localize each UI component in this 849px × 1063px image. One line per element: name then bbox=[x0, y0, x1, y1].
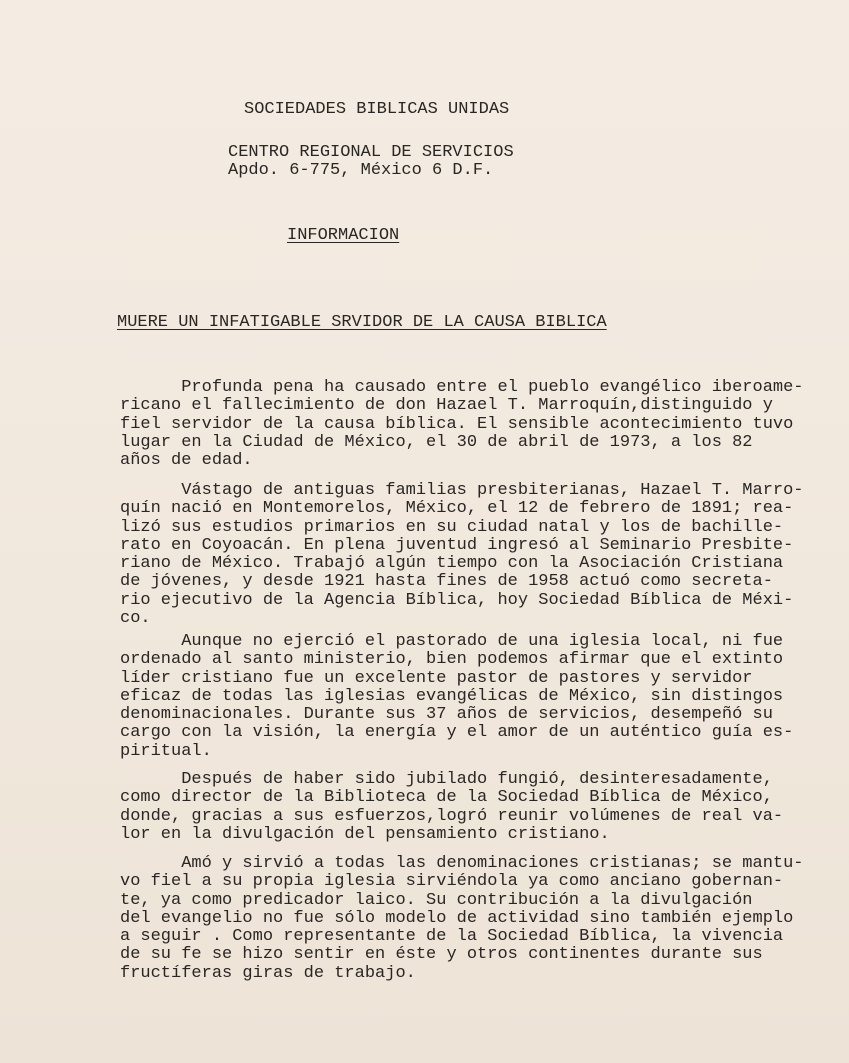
organization-name: SOCIEDADES BIBLICAS UNIDAS bbox=[244, 100, 510, 119]
section-label: INFORMACION bbox=[287, 226, 400, 245]
paragraph-line: Profunda pena ha causado entre el pueblo evangélico iberoame- bbox=[120, 378, 804, 397]
paragraph-line: de jóvenes, y desde 1921 hasta fines de 1958 actuó como secreta- bbox=[120, 572, 773, 592]
paragraph-line: Aunque no ejerció el pastorado de una iglesia local, ni fue bbox=[120, 632, 784, 651]
paragraph-line: rato en Coyoacán. En plena juventud ingresó al Seminario Presbite- bbox=[120, 535, 794, 555]
paragraph-line: del evangelio no fue sólo modelo de actividad sino también ejemplo bbox=[120, 908, 794, 928]
paragraph-line: ricano el fallecimiento de don Hazael T. Marroquín,distinguido y bbox=[120, 396, 773, 416]
paragraph-4 bbox=[120, 770, 784, 844]
paragraph-line: denominacionales. Durante sus 37 años de servicios, desempeñó su bbox=[120, 705, 773, 725]
paragraph-line: años de edad. bbox=[120, 451, 253, 471]
paragraph-line: co. bbox=[120, 609, 151, 629]
paragraph-line: Amó y sirvió a todas las denominaciones cristianas; se mantu- bbox=[120, 854, 804, 873]
article-headline: MUERE UN INFATIGABLE SRVIDOR DE LA CAUSA BIBLICA bbox=[117, 313, 607, 332]
paragraph-line: Vástago de antiguas familias presbiterianas, Hazael T. Marro- bbox=[120, 481, 804, 500]
paragraph-line: lor en la divulgación del pensamiento cristiano. bbox=[120, 824, 610, 844]
paragraph-line: riano de México. Trabajó algún tiempo con la Asociación Cristiana bbox=[120, 554, 784, 574]
paragraph-5 bbox=[120, 854, 804, 983]
paragraph-line: de su fe se hizo sentir en éste y otros continentes durante sus bbox=[120, 945, 763, 965]
paragraph-line: fructíferas giras de trabajo. bbox=[120, 963, 416, 983]
paragraph-line: vo fiel a su propia iglesia sirviéndola ya como anciano gobernan- bbox=[120, 872, 784, 892]
regional-center: CENTRO REGIONAL DE SERVICIOS bbox=[228, 143, 514, 162]
paragraph-1 bbox=[120, 378, 804, 471]
paragraph-line: a seguir . Como representante de la Sociedad Bíblica, la vivencia bbox=[120, 927, 784, 947]
paragraph-2 bbox=[120, 481, 804, 629]
paragraph-line: cargo con la visión, la energía y el amor de un auténtico guía es- bbox=[120, 723, 794, 743]
paragraph-line: lugar en la Ciudad de México, el 30 de abril de 1973, a los 82 bbox=[120, 432, 753, 452]
paragraph-line: como director de la Biblioteca de la Sociedad Bíblica de México, bbox=[120, 788, 773, 808]
paragraph-line: fiel servidor de la causa bíblica. El sensible acontecimiento tuvo bbox=[120, 414, 794, 434]
paragraph-line: te, ya como predicador laico. Su contribución a la divulgación bbox=[120, 890, 753, 910]
paragraph-line: eficaz de todas las iglesias evangélicas de México, sin distingos bbox=[120, 686, 784, 706]
paragraph-line: piritual. bbox=[120, 741, 212, 761]
paragraph-line: Después de haber sido jubilado fungió, desinteresadamente, bbox=[120, 770, 773, 789]
paragraph-line: donde, gracias a sus esfuerzos,logró reunir volúmenes de real va- bbox=[120, 806, 784, 826]
paragraph-3 bbox=[120, 632, 794, 761]
paragraph-line: lizó sus estudios primarios en su ciudad natal y los de bachille- bbox=[120, 517, 784, 537]
paragraph-line: ordenado al santo ministerio, bien podemos afirmar que el extinto bbox=[120, 650, 784, 670]
postal-address: Apdo. 6-775, México 6 D.F. bbox=[228, 161, 494, 180]
paragraph-line: quín nació en Montemorelos, México, el 12 de febrero de 1891; rea- bbox=[120, 499, 794, 519]
paragraph-line: líder cristiano fue un excelente pastor de pastores y servidor bbox=[120, 668, 753, 688]
paragraph-line: rio ejecutivo de la Agencia Bíblica, hoy Sociedad Bíblica de Méxi- bbox=[120, 590, 794, 610]
